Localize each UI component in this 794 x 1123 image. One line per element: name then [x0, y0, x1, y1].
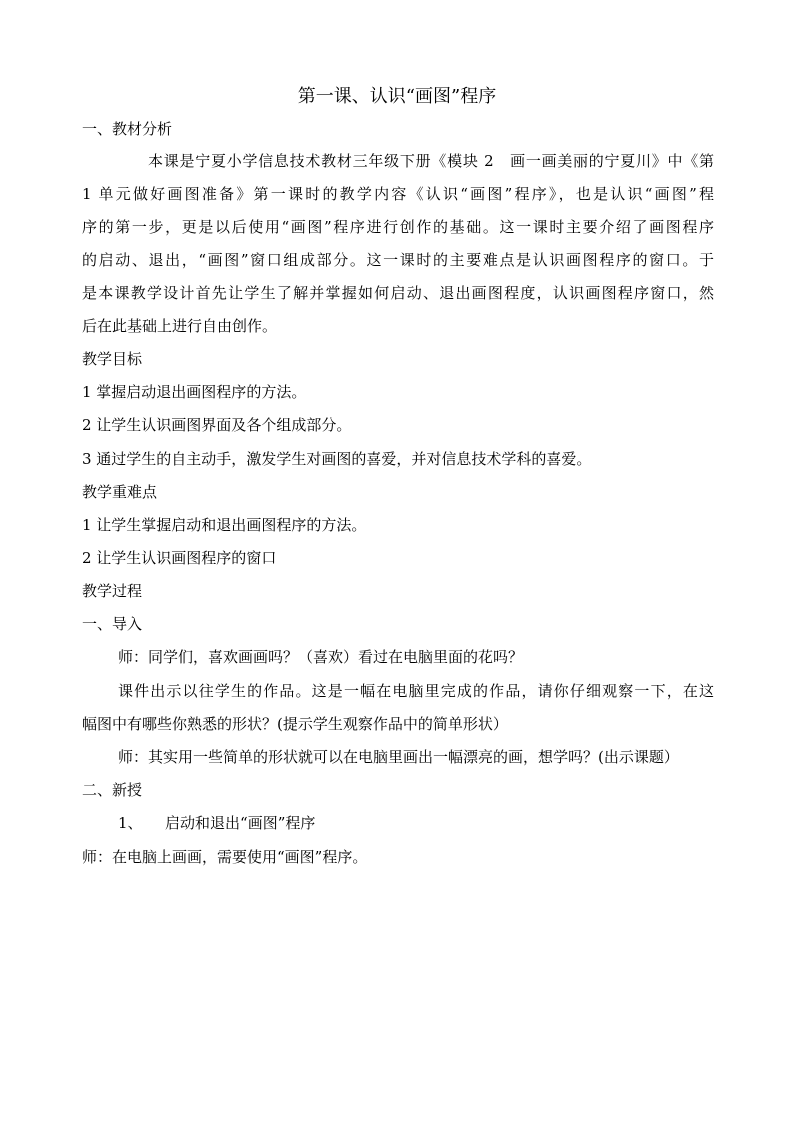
section-heading-process: 教学过程 [82, 582, 143, 600]
new-paragraph-1: 师：在电脑上画画，需要使用“画图”程序。 [82, 848, 368, 866]
goal-item-2: 2 让学生认识画图界面及各个组成部分。 [82, 416, 352, 434]
analysis-line-1: 本课是宁夏小学信息技术教材三年级下册《模块 2 画一画美丽的宁夏川》中《第 [148, 152, 714, 170]
intro-paragraph-3: 师：其实用一些简单的形状就可以在电脑里画出一幅漂亮的画，想学吗？(出示课题） [118, 748, 679, 766]
key-point-2: 2 让学生认识画图程序的窗口 [82, 549, 277, 567]
new-item-1: 1、 启动和退出“画图”程序 [118, 814, 316, 832]
document-title: 第一课、认识“画图”程序 [297, 86, 497, 107]
section-heading-new: 二、新授 [82, 781, 143, 799]
analysis-line-2: 1 单元做好画图准备》第一课时的教学内容《认识“画图”程序》，也是认识“画图”程 [82, 185, 714, 203]
section-heading-key-points: 教学重难点 [82, 483, 158, 501]
analysis-line-4: 的启动、退出，“画图”窗口组成部分。这一课时的主要难点是认识画图程序的窗口。于 [82, 251, 714, 269]
analysis-line-5: 是本课教学设计首先让学生了解并掌握如何启动、退出画图程度，认识画图程序窗口，然 [82, 284, 714, 302]
analysis-line-3: 序的第一步，更是以后使用“画图”程序进行创作的基础。这一课时主要介绍了画图程序 [82, 218, 714, 236]
goal-item-1: 1 掌握启动退出画图程序的方法。 [82, 383, 307, 401]
intro-paragraph-1: 师：同学们，喜欢画画吗？（喜欢）看过在电脑里面的花吗？ [118, 648, 524, 666]
section-heading-intro: 一、导入 [82, 615, 143, 633]
section-heading-goals: 教学目标 [82, 350, 143, 368]
section-heading-analysis: 一、教材分析 [82, 120, 173, 138]
analysis-line-6: 后在此基础上进行自由创作。 [82, 317, 278, 335]
intro-paragraph-2-line-2: 幅图中有哪些你熟悉的形状？(提示学生观察作品中的简单形状） [82, 715, 508, 733]
goal-item-3: 3 通过学生的自主动手，激发学生对画图的喜爱，并对信息技术学科的喜爱。 [82, 450, 592, 468]
key-point-1: 1 让学生掌握启动和退出画图程序的方法。 [82, 516, 367, 534]
intro-paragraph-2-line-1: 课件出示以往学生的作品。这是一幅在电脑里完成的作品，请你仔细观察一下，在这 [118, 682, 714, 700]
